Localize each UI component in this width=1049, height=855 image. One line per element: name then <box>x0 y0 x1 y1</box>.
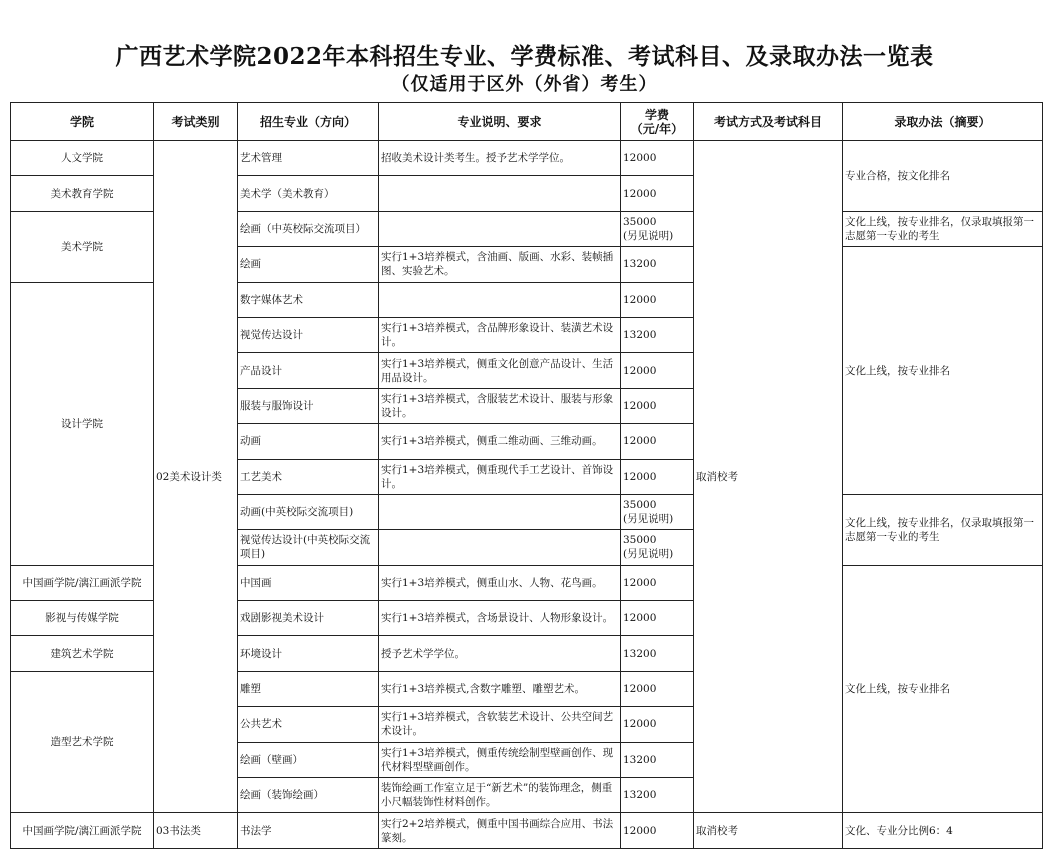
major-cell: 工艺美术 <box>238 459 379 494</box>
exam-cell: 取消校考 <box>694 813 843 848</box>
major-cell: 动画(中英校际交流项目) <box>238 494 379 529</box>
desc-cell: 实行1+3培养模式,含数字雕塑、雕塑艺术。 <box>379 671 621 706</box>
fee-cell: 12000 <box>621 565 694 600</box>
desc-cell: 实行2+2培养模式，侧重中国书画综合应用、书法篆刻。 <box>379 813 621 848</box>
desc-cell: 实行1+3培养模式，含油画、版画、水彩、装帧插图、实验艺术。 <box>379 247 621 282</box>
major-cell: 美术学（美术教育） <box>238 176 379 211</box>
fee-cell: 12000 <box>621 813 694 848</box>
college-cell: 影视与传媒学院 <box>11 601 154 636</box>
major-cell: 动画 <box>238 424 379 459</box>
admission-cell: 文化、专业分比例6：4 <box>843 813 1043 848</box>
fee-cell: 13200 <box>621 317 694 352</box>
fee-cell: 13200 <box>621 742 694 777</box>
college-cell: 中国画学院/漓江画派学院 <box>11 813 154 848</box>
major-cell: 戏剧影视美术设计 <box>238 601 379 636</box>
desc-cell: 实行1+3培养模式，含品牌形象设计、装潢艺术设计。 <box>379 317 621 352</box>
major-cell: 绘画（壁画） <box>238 742 379 777</box>
major-cell: 书法学 <box>238 813 379 848</box>
college-cell: 设计学院 <box>11 282 154 565</box>
desc-cell <box>379 494 621 529</box>
desc-cell: 实行1+3培养模式，含软装艺术设计、公共空间艺术设计。 <box>379 707 621 742</box>
college-cell: 美术学院 <box>11 211 154 282</box>
admission-cell: 专业合格，按文化排名 <box>843 141 1043 212</box>
major-cell: 环境设计 <box>238 636 379 671</box>
college-cell: 美术教育学院 <box>11 176 154 211</box>
college-cell: 建筑艺术学院 <box>11 636 154 671</box>
header-major: 招生专业（方向） <box>238 103 379 141</box>
desc-cell: 实行1+3培养模式，侧重二维动画、三维动画。 <box>379 424 621 459</box>
major-cell: 绘画（装饰绘画） <box>238 778 379 813</box>
desc-cell: 实行1+3培养模式，侧重山水、人物、花鸟画。 <box>379 565 621 600</box>
desc-cell <box>379 176 621 211</box>
header-fee: 学费 （元/年） <box>621 103 694 141</box>
desc-cell: 实行1+3培养模式，侧重文化创意产品设计、生活用品设计。 <box>379 353 621 388</box>
desc-cell: 实行1+3培养模式，含场景设计、人物形象设计。 <box>379 601 621 636</box>
page-subtitle: （仅适用于区外（外省）考生） <box>391 74 658 95</box>
exam-cell: 取消校考 <box>694 141 843 813</box>
major-cell: 服装与服饰设计 <box>238 388 379 423</box>
table-row <box>11 141 1043 176</box>
header-admission: 录取办法（摘要） <box>843 103 1043 141</box>
header-desc: 专业说明、要求 <box>379 103 621 141</box>
header-category: 考试类别 <box>154 103 238 141</box>
major-cell: 数字媒体艺术 <box>238 282 379 317</box>
major-cell: 绘画（中英校际交流项目） <box>238 211 379 246</box>
major-cell: 产品设计 <box>238 353 379 388</box>
fee-cell: 12000 <box>621 707 694 742</box>
fee-cell: 12000 <box>621 353 694 388</box>
fee-cell: 13200 <box>621 778 694 813</box>
admission-cell: 文化上线，按专业排名 <box>843 247 1043 495</box>
fee-cell: 12000 <box>621 601 694 636</box>
major-cell: 艺术管理 <box>238 141 379 176</box>
desc-cell: 招收美术设计类考生。授予艺术学学位。 <box>379 141 621 176</box>
header-exam: 考试方式及考试科目 <box>694 103 843 141</box>
major-cell: 公共艺术 <box>238 707 379 742</box>
desc-cell: 授予艺术学学位。 <box>379 636 621 671</box>
fee-cell: 12000 <box>621 176 694 211</box>
desc-cell <box>379 530 621 565</box>
header-college: 学院 <box>11 103 154 141</box>
fee-cell: 12000 <box>621 459 694 494</box>
major-cell: 视觉传达设计(中英校际交流项目) <box>238 530 379 565</box>
desc-cell <box>379 211 621 246</box>
admissions-table <box>10 102 1043 849</box>
fee-cell: 12000 <box>621 141 694 176</box>
major-cell: 中国画 <box>238 565 379 600</box>
fee-cell: 12000 <box>621 424 694 459</box>
table-row <box>11 813 1043 848</box>
page-title: 广西艺术学院2022年本科招生专业、学费标准、考试科目、及录取办法一览表 <box>115 43 934 70</box>
fee-cell: 13200 <box>621 247 694 282</box>
category-cell: 03书法类 <box>154 813 238 848</box>
admission-cell: 文化上线，按专业排名，仅录取填报第一志愿第一专业的考生 <box>843 494 1043 565</box>
desc-cell: 实行1+3培养模式，含服装艺术设计、服装与形象设计。 <box>379 388 621 423</box>
college-cell: 中国画学院/漓江画派学院 <box>11 565 154 600</box>
major-cell: 绘画 <box>238 247 379 282</box>
major-cell: 视觉传达设计 <box>238 317 379 352</box>
fee-cell: 35000 (另见说明) <box>621 494 694 529</box>
fee-cell: 12000 <box>621 388 694 423</box>
category-cell: 02美术设计类 <box>154 141 238 813</box>
fee-cell: 35000 (另见说明) <box>621 530 694 565</box>
fee-cell: 13200 <box>621 636 694 671</box>
admission-cell: 文化上线，按专业排名 <box>843 565 1043 813</box>
desc-cell: 实行1+3培养模式，侧重传统绘制型壁画创作、现代材料型壁画创作。 <box>379 742 621 777</box>
desc-cell: 装饰绘画工作室立足于“新艺术”的装饰理念，侧重小尺幅装饰性材料创作。 <box>379 778 621 813</box>
admission-cell: 文化上线，按专业排名，仅录取填报第一志愿第一专业的考生 <box>843 211 1043 246</box>
fee-cell: 12000 <box>621 282 694 317</box>
fee-cell: 35000 (另见说明) <box>621 211 694 246</box>
header-row <box>11 103 1043 141</box>
desc-cell: 实行1+3培养模式，侧重现代手工艺设计、首饰设计。 <box>379 459 621 494</box>
major-cell: 雕塑 <box>238 671 379 706</box>
college-cell: 人文学院 <box>11 141 154 176</box>
desc-cell <box>379 282 621 317</box>
fee-cell: 12000 <box>621 671 694 706</box>
college-cell: 造型艺术学院 <box>11 671 154 813</box>
